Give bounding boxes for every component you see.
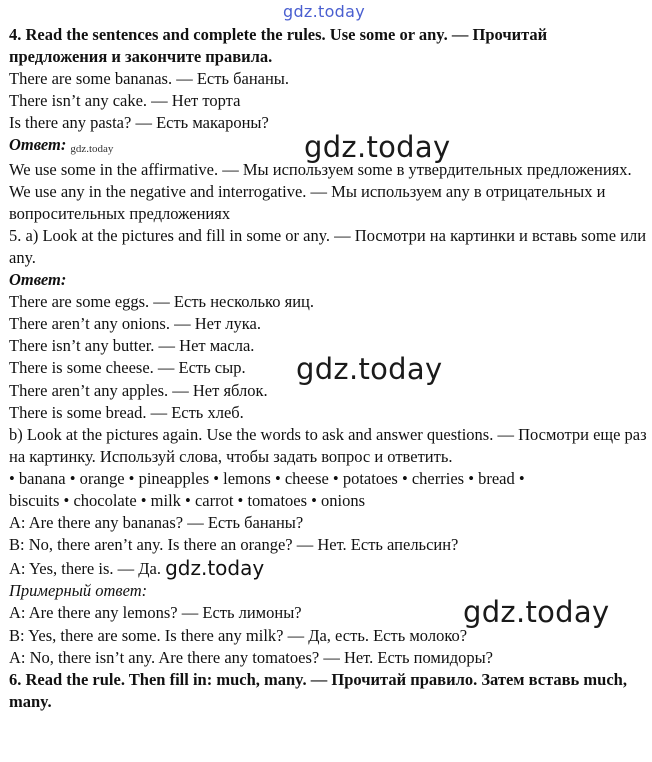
answer-sentence: There is some cheese. — Есть сыр. — [9, 358, 246, 378]
dialogue-line: B: Yes, there are some. Is there any milk? — Да, есть. Есть молоко? — [9, 625, 468, 645]
watermark-large: gdz.today — [296, 352, 443, 386]
rule-sentence: We use some in the affirmative. — Мы используем some в утвердительных предложениях. — [9, 159, 632, 179]
word-list: • banana • orange • pineapples • lemons • cheese • potatoes • cherries • bread • — [9, 468, 525, 488]
answer-sentence: There aren’t any apples. — Нет яблок. — [9, 380, 268, 400]
answer-sentence: There aren’t any onions. — Нет лука. — [9, 314, 261, 334]
answer-sentence: There are some eggs. — Есть несколько яиц. — [9, 292, 314, 312]
answer-sentence: There isn’t any butter. — Нет масла. — [9, 336, 255, 356]
exercise-5a-instruction: 5. a) Look at the pictures and fill in some or any. — Посмотри на картинки и вставь some или any. — [9, 225, 647, 267]
dialogue-line: A: Are there any lemons? — Есть лимоны? — [9, 603, 302, 623]
sample-answer-label: Примерный ответ: — [9, 581, 148, 601]
exercise-5b-instruction: b) Look at the pictures again. Use the words to ask and answer questions. — Посмотри еще раз на картинку. Используй слова, чтобы задать вопрос и ответить. — [9, 424, 647, 466]
watermark-top: gdz.today — [283, 2, 365, 21]
watermark-medium: gdz.today — [165, 556, 265, 581]
document-body — [9, 24, 647, 713]
exercise-6-heading: 6. Read the rule. Then fill in: much, many. — Прочитай правило. Затем вставь much, many. — [9, 669, 627, 711]
answer-label-row — [9, 134, 647, 158]
dialogue-line: A: No, there isn’t any. Are there any tomatoes? — Нет. Есть помидоры? — [9, 647, 494, 667]
example-sentence: There are some bananas. — Есть бананы. — [9, 69, 290, 89]
dialogue-line: B: No, there aren’t any. Is there an orange? — Нет. Есть апельсин? — [9, 535, 459, 555]
watermark-large: gdz.today — [304, 130, 451, 164]
example-sentence: There isn’t any cake. — Нет торта — [9, 91, 241, 111]
watermark-large: gdz.today — [463, 595, 610, 629]
word-list: biscuits • chocolate • milk • carrot • tomatoes • onions — [9, 490, 366, 510]
answer-label: Ответ: — [9, 270, 67, 290]
dialogue-line: A: Yes, there is. — Да. — [9, 559, 161, 579]
answer-label: Ответ: — [9, 135, 67, 155]
exercise-4-heading: 4. Read the sentences and complete the rules. Use some or any. — Прочитай предложения и закончите правила. — [9, 25, 548, 67]
rule-sentence: We use any in the negative and interrogative. — Мы используем any в отрицательных и вопросительных предложениях — [9, 181, 606, 223]
answer-sentence: There is some bread. — Есть хлеб. — [9, 402, 244, 422]
example-sentence: Is there any pasta? — Есть макароны? — [9, 113, 269, 133]
dialogue-line: A: Are there any bananas? — Есть бананы? — [9, 513, 304, 533]
watermark-small: gdz.today — [70, 143, 114, 156]
dialogue-line-row — [9, 556, 647, 580]
